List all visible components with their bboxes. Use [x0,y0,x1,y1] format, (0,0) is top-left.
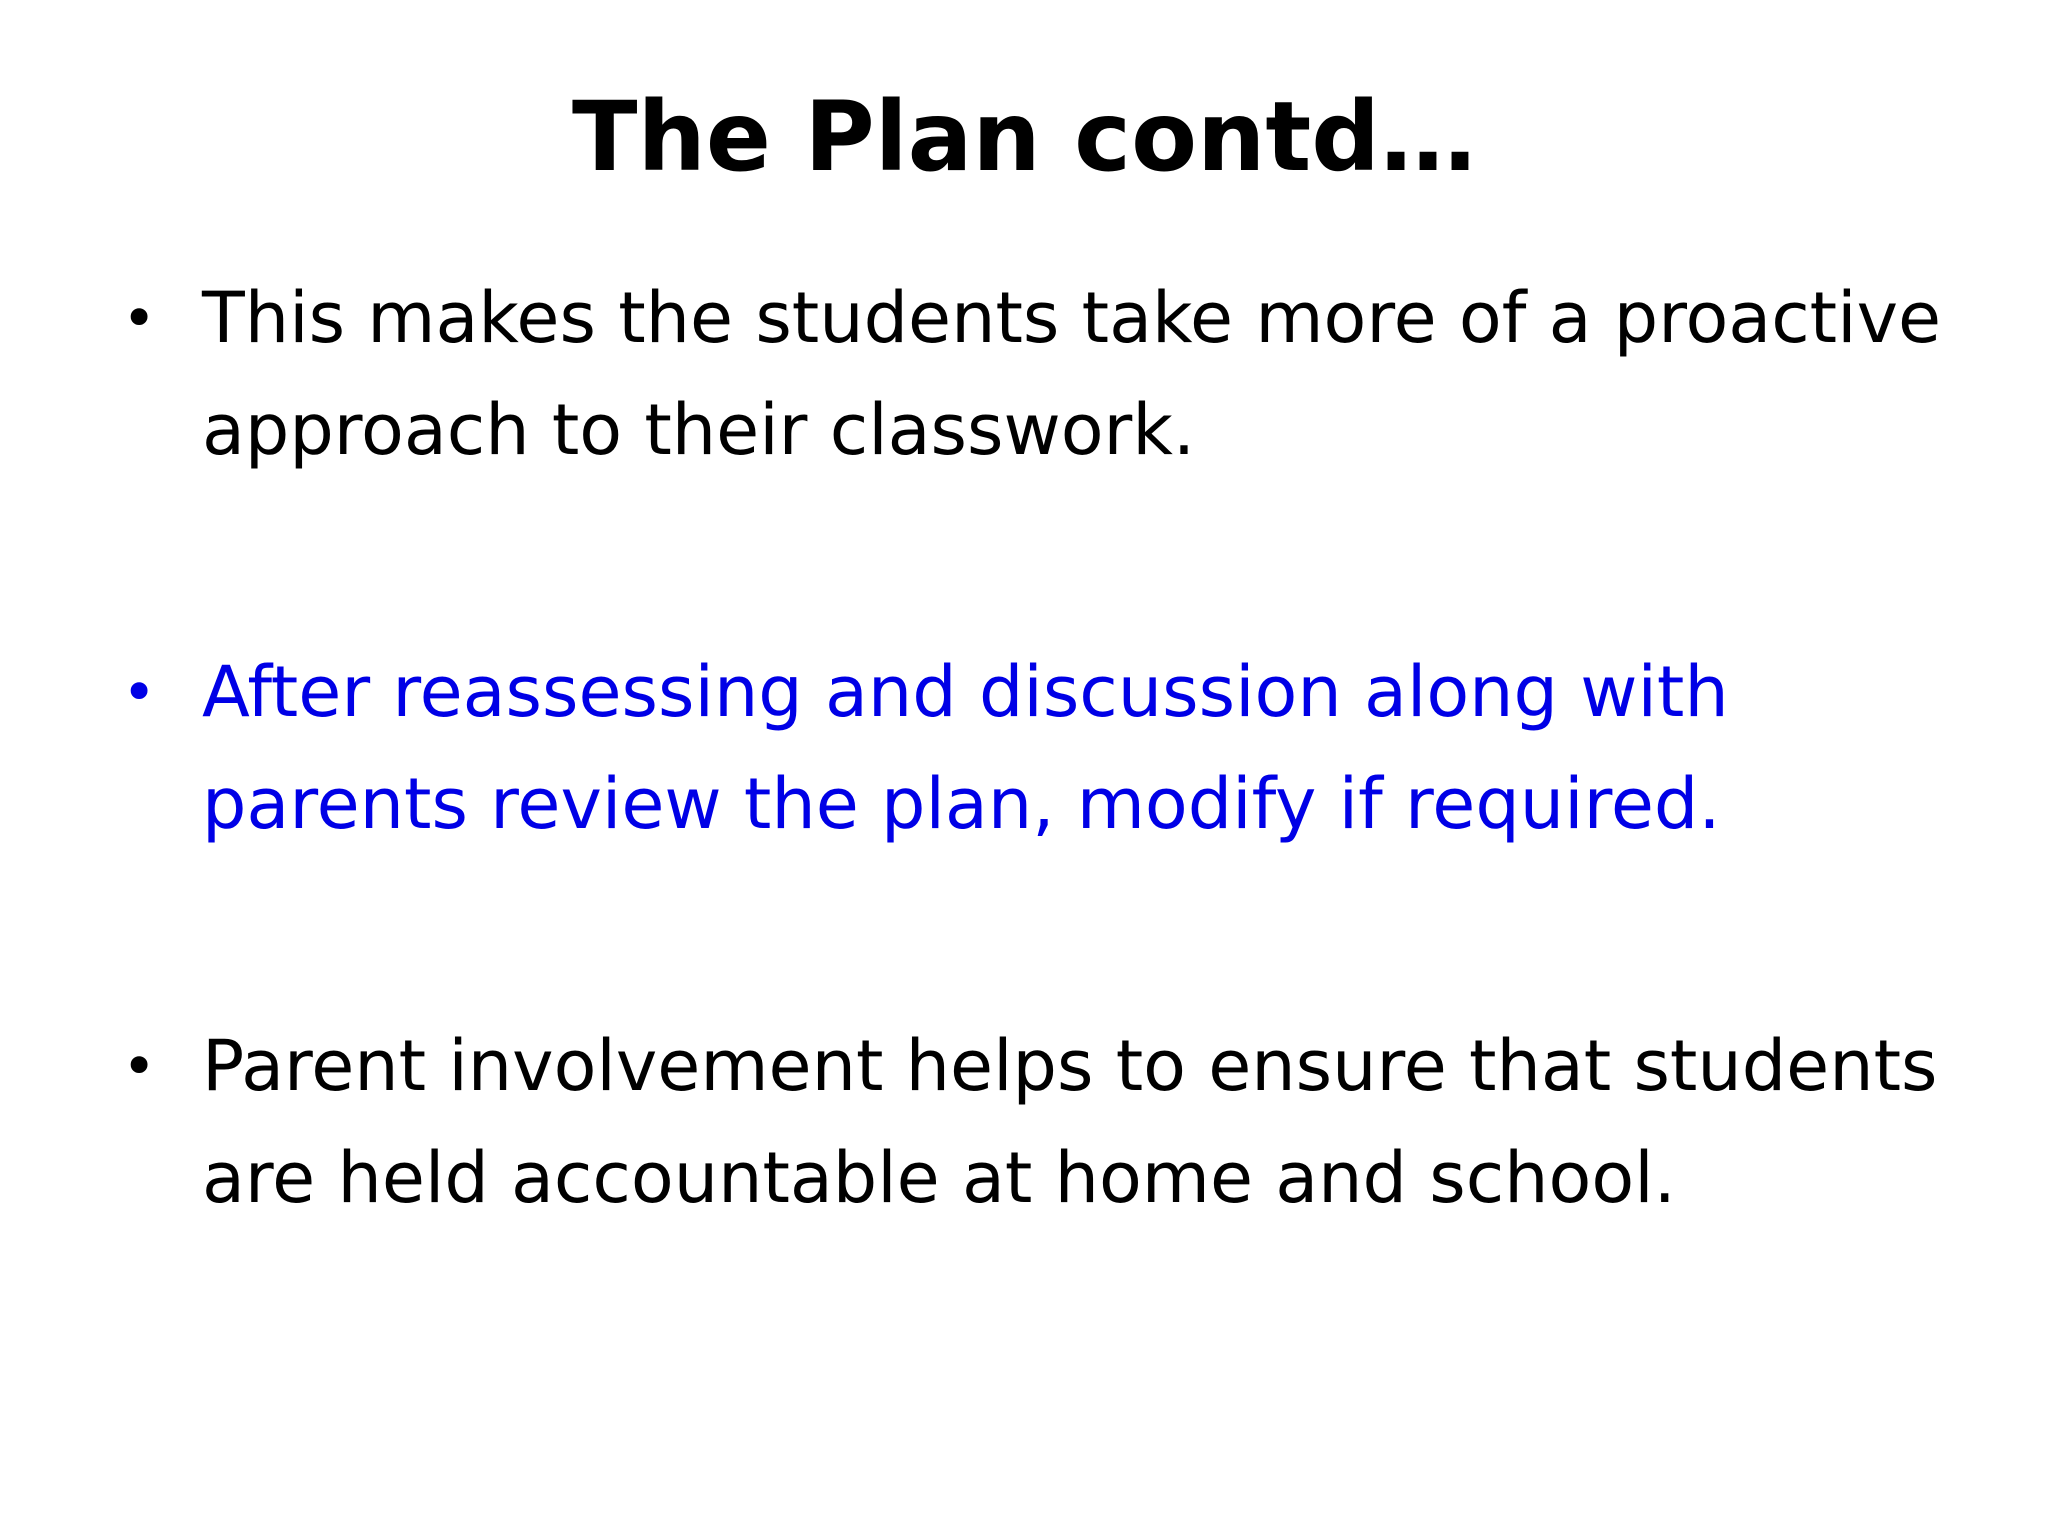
bullet-text-3: Parent involvement helps to ensure that students are held accountable at home and school. [202,1025,1938,1219]
bullet-list [122,262,1982,1384]
slide-title: The Plan contd… [572,81,1476,193]
bullet-text-1: This makes the students take more of a proactive approach to their classwork. [202,277,1942,471]
bullet-dot-icon: • [122,1032,157,1100]
bullet-dot-icon: • [122,658,157,726]
bullet-item-1 [122,262,1982,486]
bullet-item-2 [122,636,1982,860]
bullet-text-2: After reassessing and discussion along with parents review the plan, modify if required. [202,651,1729,845]
bullet-item-3 [122,1010,1982,1234]
bullet-dot-icon: • [122,284,157,352]
